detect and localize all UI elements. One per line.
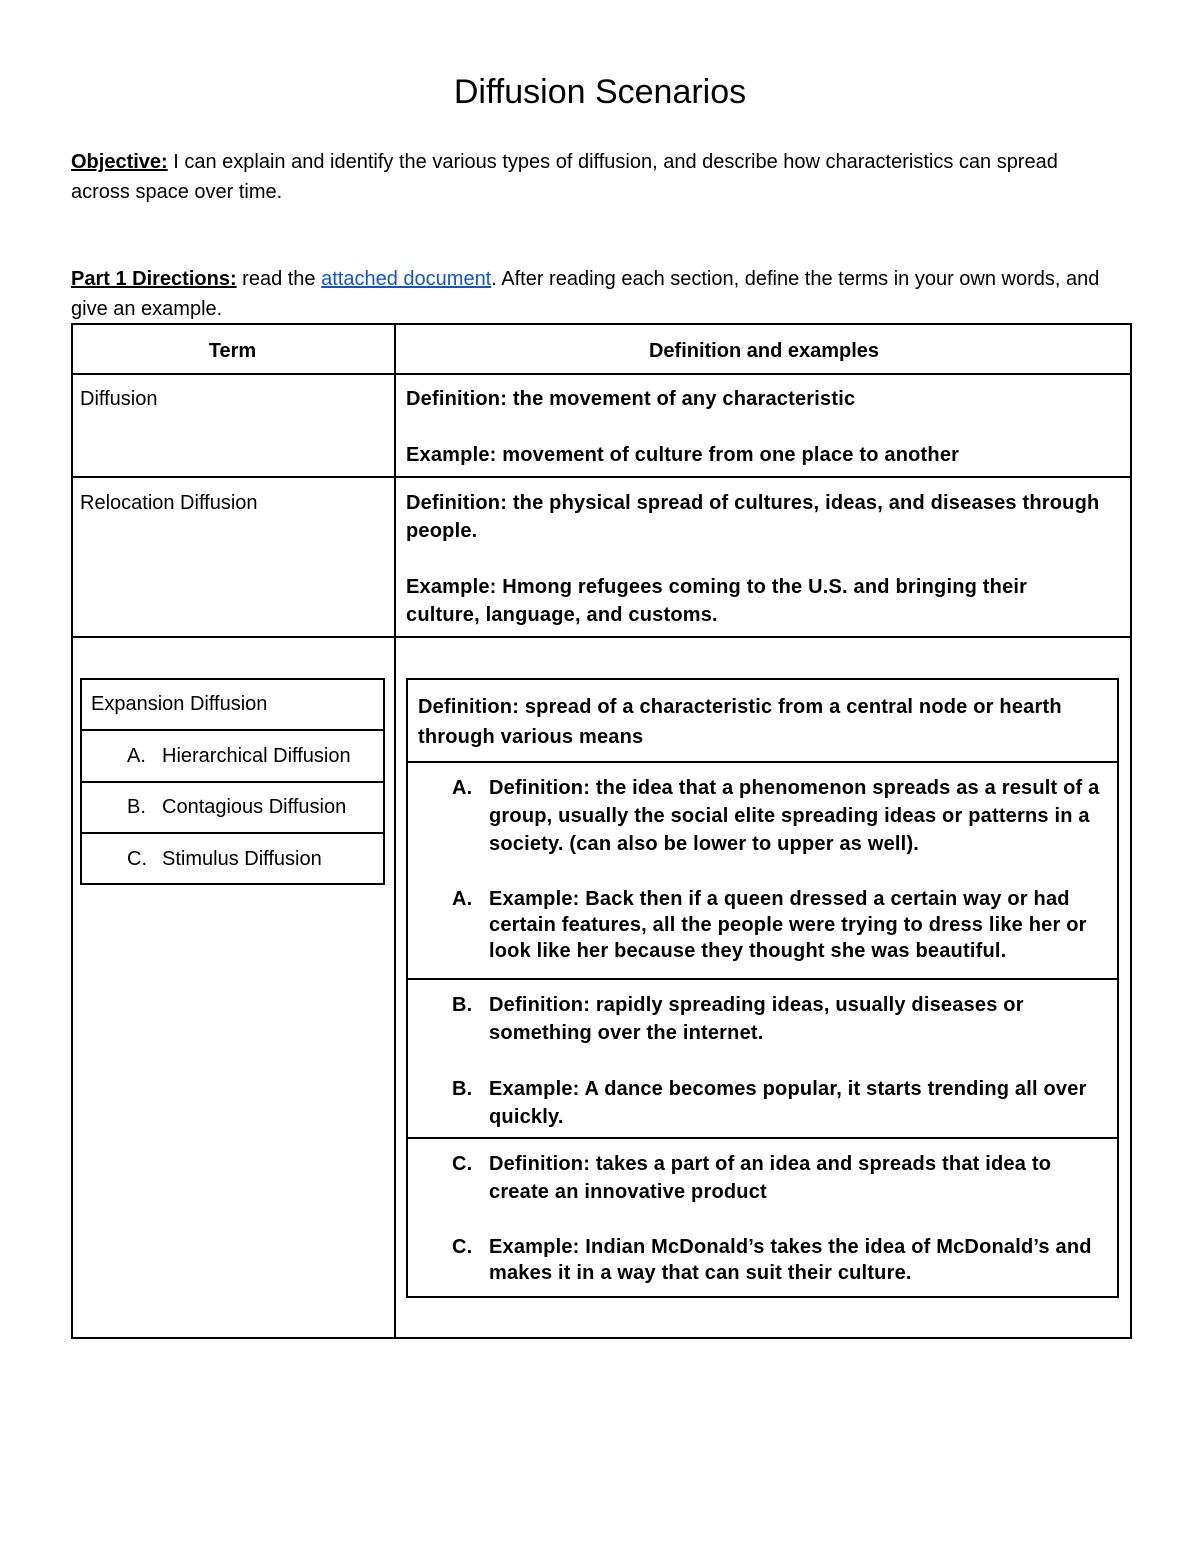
objective-label: Objective: xyxy=(71,151,168,173)
term-hierarchical-diffusion: Hierarchical Diffusion xyxy=(162,745,351,767)
example-text: Example: movement of culture from one place to another xyxy=(406,444,960,466)
hierarchical-cell xyxy=(418,774,1108,964)
stimulus-cell xyxy=(418,1150,1108,1286)
term-marker: B. xyxy=(127,796,146,818)
expansion-terms-table xyxy=(80,678,385,885)
example-text: Example: Back then if a queen dressed a certain way or had certain features, all the people were trying to dress like her or look like her because they thought she was beautiful. xyxy=(489,888,1087,962)
definition-text: Definition: the idea that a phenomenon spreads as a result of a group, usually the social elite spreading ideas or patterns in a society. (can also be lower to upper as well). xyxy=(489,777,1100,855)
header-definition: Definition and examples xyxy=(648,340,880,362)
term-marker: A. xyxy=(127,745,146,767)
example-text: Example: A dance becomes popular, it starts trending all over quickly. xyxy=(489,1078,1087,1128)
header-term: Term xyxy=(208,340,257,362)
list-marker: B. xyxy=(452,994,473,1016)
directions-label: Part 1 Directions: xyxy=(71,268,237,290)
example-text: Example: Indian McDonald’s takes the idea of McDonald’s and makes it in a way that can suit their culture. xyxy=(489,1236,1092,1284)
list-item xyxy=(418,886,1108,964)
list-marker: C. xyxy=(452,1236,473,1258)
expansion-definitions-table xyxy=(406,678,1119,1298)
example-text: Example: Hmong refugees coming to the U.S. and bringing their culture, language, and customs. xyxy=(406,576,1028,626)
directions-text-before: read the xyxy=(236,268,322,290)
term-diffusion: Diffusion xyxy=(80,388,158,410)
list-item xyxy=(418,1075,1108,1131)
contagious-cell xyxy=(418,991,1108,1131)
list-marker: A. xyxy=(452,888,473,910)
list-marker: C. xyxy=(452,1153,473,1175)
term-relocation-diffusion: Relocation Diffusion xyxy=(80,492,258,514)
attached-document-link[interactable]: attached document xyxy=(321,268,492,290)
directions-paragraph xyxy=(71,264,1111,324)
list-item xyxy=(418,991,1108,1047)
terms-table xyxy=(71,323,1132,1339)
definition-cell-relocation xyxy=(406,489,1106,629)
definition-text: Definition: the physical spread of cultures, ideas, and diseases through people. xyxy=(406,492,1100,542)
list-marker: A. xyxy=(452,777,473,799)
definition-text: Definition: rapidly spreading ideas, usually diseases or something over the internet. xyxy=(489,994,1024,1044)
page-title: Diffusion Scenarios xyxy=(453,73,747,111)
objective-text: I can explain and identify the various types of diffusion, and describe how characteristics can spread across space over time. xyxy=(71,151,1058,203)
list-marker: B. xyxy=(452,1078,473,1100)
list-item xyxy=(418,774,1108,858)
expansion-main-definition: Definition: spread of a characteristic from a central node or hearth through various means xyxy=(418,696,1062,748)
objective-paragraph xyxy=(71,147,1111,207)
list-item xyxy=(418,1234,1108,1286)
definition-cell-diffusion xyxy=(406,385,1106,469)
list-item xyxy=(418,1150,1108,1206)
definition-text: Definition: takes a part of an idea and spreads that idea to create an innovative product xyxy=(489,1153,1052,1203)
definition-text: Definition: the movement of any characteristic xyxy=(406,388,856,410)
term-expansion-diffusion: Expansion Diffusion xyxy=(91,693,268,715)
term-marker: C. xyxy=(127,848,147,870)
directions-text-after: . After reading each section, define the terms in your own words, and give an example. xyxy=(71,268,1100,320)
term-stimulus-diffusion: Stimulus Diffusion xyxy=(162,848,322,870)
term-contagious-diffusion: Contagious Diffusion xyxy=(162,796,347,818)
